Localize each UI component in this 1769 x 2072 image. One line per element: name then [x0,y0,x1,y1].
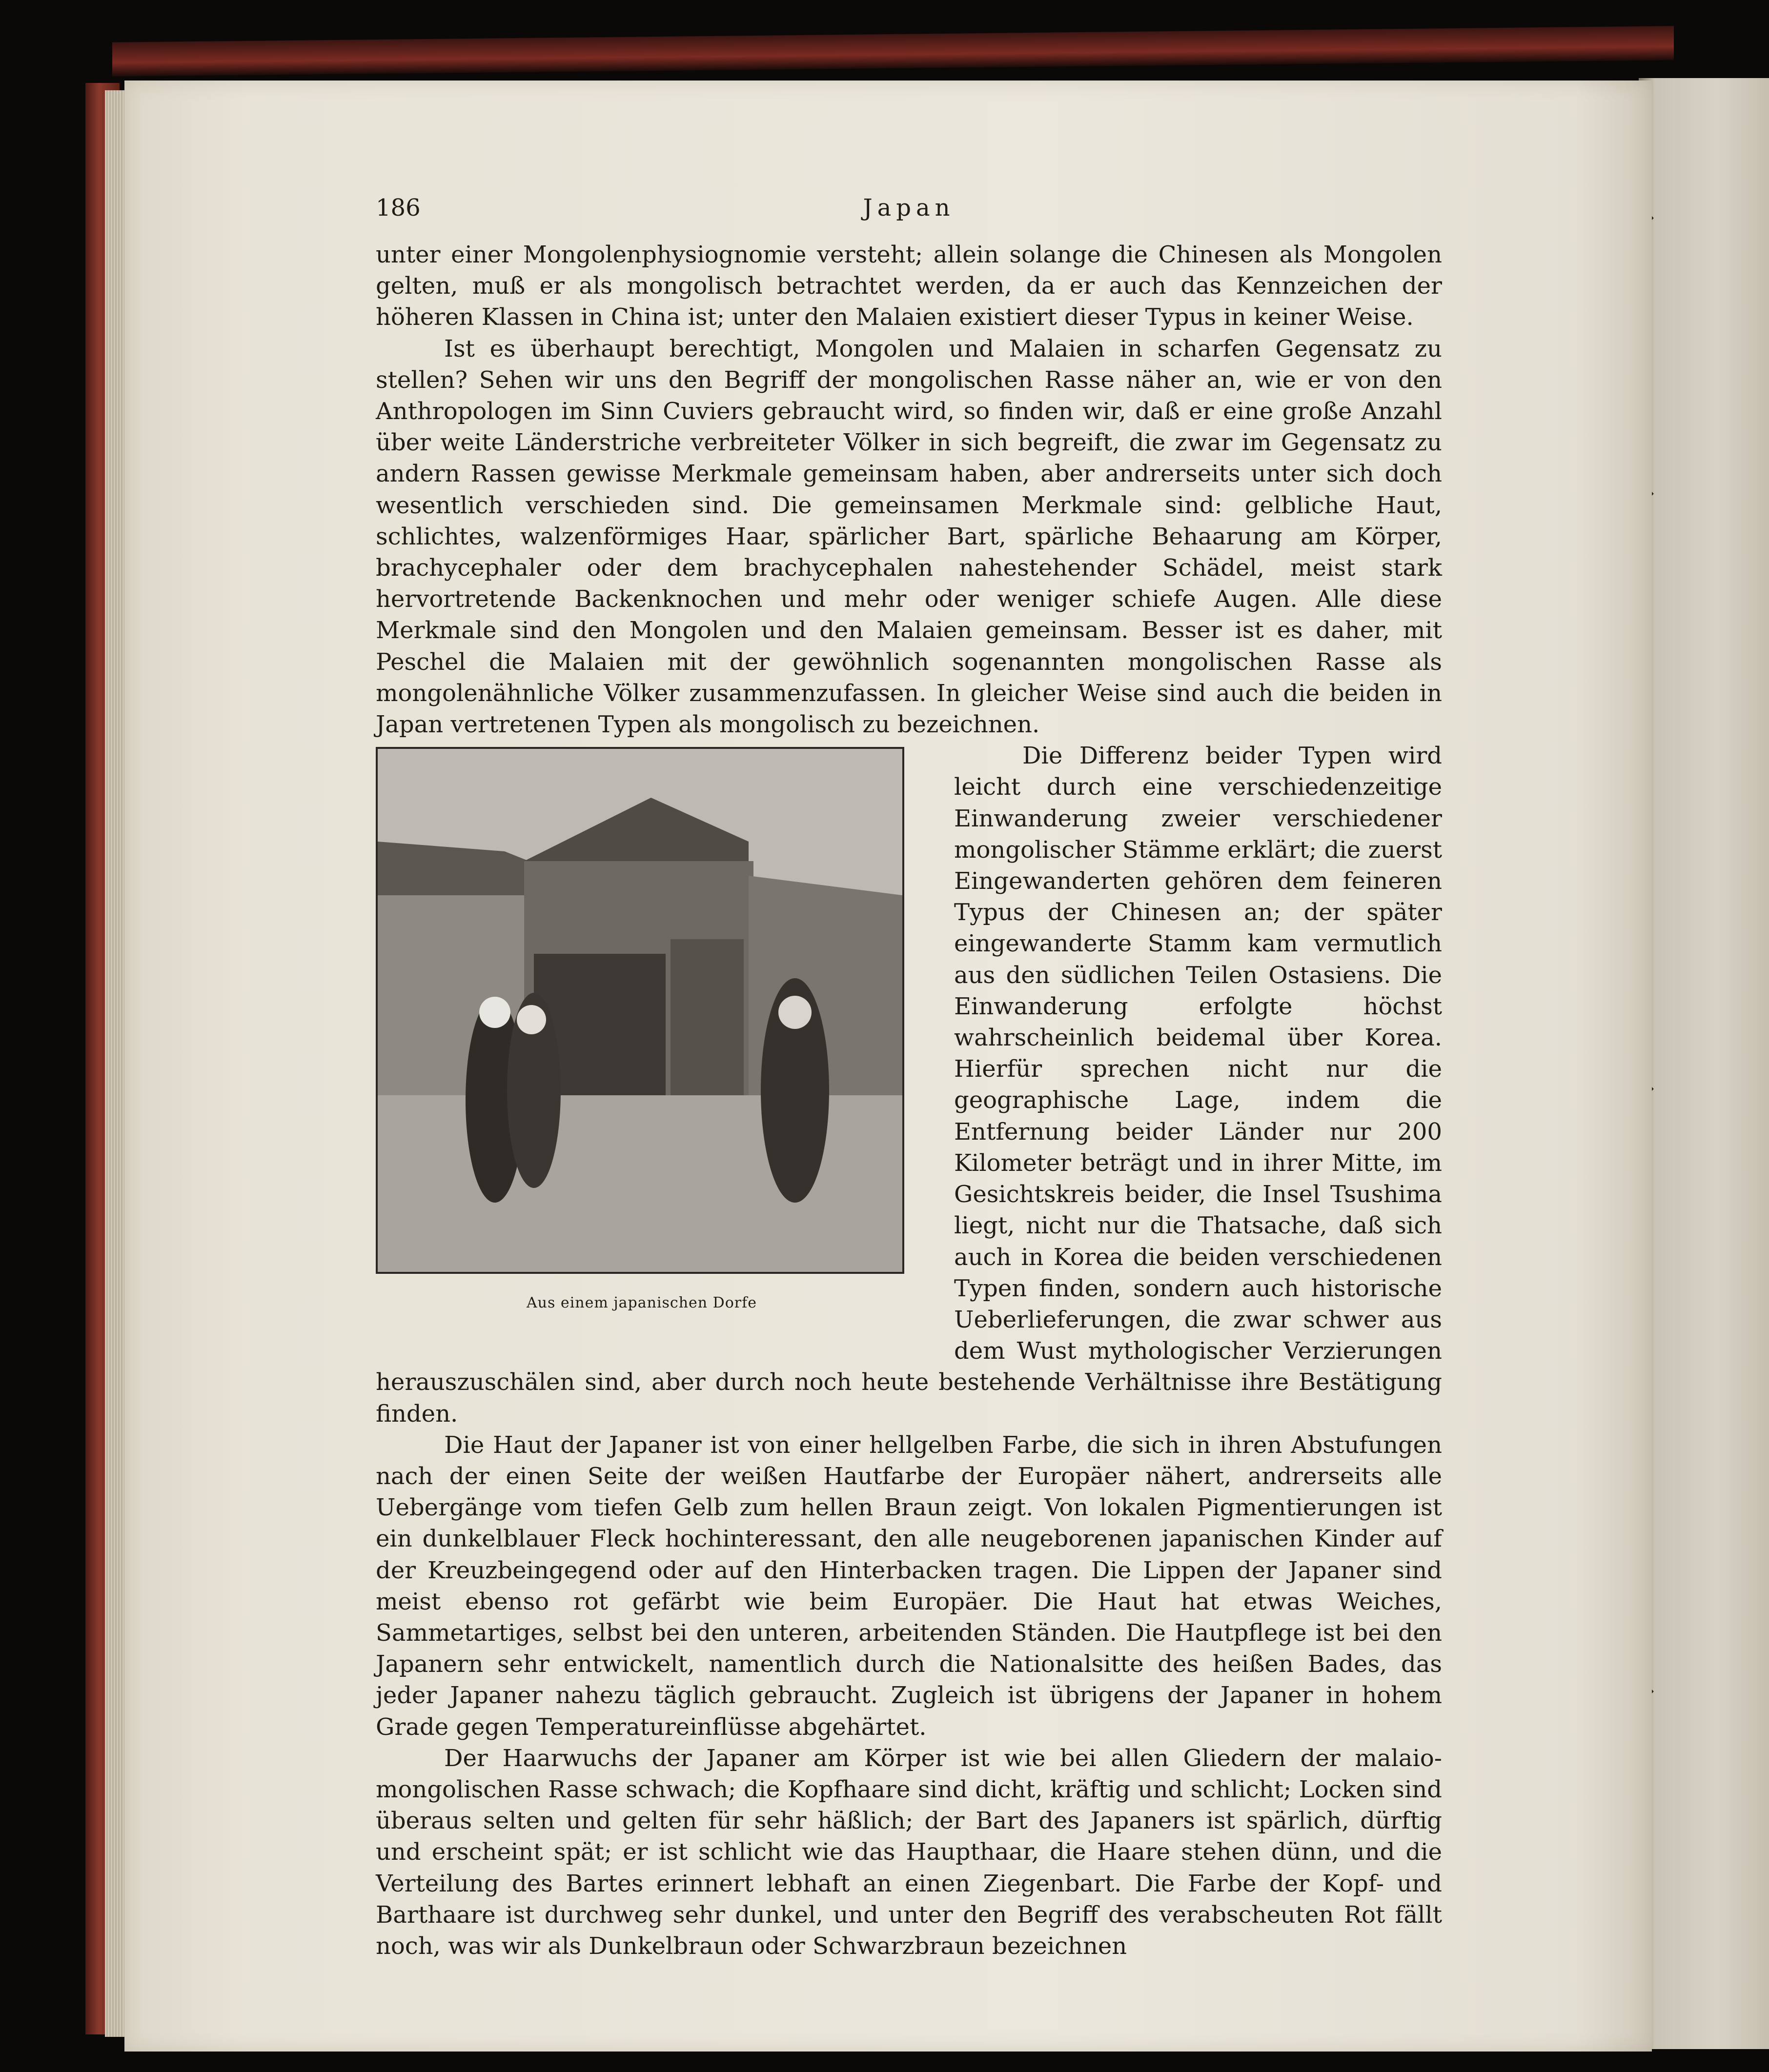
paragraph: Die Differenz beider Typen wird leicht durch eine verschiedenzeitige Einwanderung zweier verschiedener mongolischer Stämme erklärt; die zuerst Eingewanderten gehören dem feineren Typus der Chinesen an; der später eingewanderte Stamm kam vermutlich aus den südlichen Teilen Ostasiens. Die Einwanderung erfolgte höchst wahrscheinlich beidemal über Korea. Hierfür sprechen nicht nur die geographische Lage, indem die Entfernung beider Länder nur 200 Kilometer beträgt und in ihrer Mitte, im Gesichtskreis beider, die Insel Tsushima liegt, nicht nur die Thatsache, daß sich auch in Korea die beiden verschiedenen Typen finden, sondern auch historische Ueberlieferungen, die zwar schwer aus dem Wust mythologischer Verzierungen herauszuschälen sind, aber durch noch heute bestehende Verhältnisse ihre Bestätigung finden. [376,742,1442,1428]
figure [376,732,908,1337]
facing-page-edge [1639,78,1769,2049]
running-title: Japan [863,194,955,221]
paragraph-text: Ist es überhaupt berechtigt, Mongolen und Malaien in scharfen Gegensatz zu stellen? Sehen wir uns den Begriff der mongolischen Rasse näher an, wie er von den Anthropologen im Sinn Cuviers gebraucht wird, so finden wir, daß er eine große Anzahl über weite Länderstriche verbreiteter Völker in sich begreift, die zwar im Gegensatz zu andern Rassen gewisse Merkmale gemeinsam haben, aber andrerseits unter sich doch wesentlich verschieden sind. Die gemeinsamen Merkmale sind: gelbliche Haut, schlichtes, walzenförmiges Haar, spärlicher Bart, spärliche Behaarung am Körper, brachycephaler oder dem brachycephalen nahestehender Schädel, meist stark hervortretende Backenknochen und mehr oder weniger schiefe Augen. Alle diese Merkmale sind den Mongolen und den Malaien gemeinsam. Besser ist es daher, mit Peschel die Malaien mit der gewöhnlich sogenannten mongolischen Rasse als mongolenähnliche Völker zusammenzufassen. In gleicher Weise sind auch die beiden in Japan vertretenen Typen als mongolisch zu bezeichnen. [376,335,1442,739]
figure-caption: Aus einem japanischen Dorfe [527,1294,757,1312]
body-text [376,239,1442,1962]
paragraph: unter einer Mongolenphysiognomie versteht; allein solange die Chinesen als Mongolen gelten, muß er als mongolisch betrachtet werden, da er auch das Kennzeichen der höheren Klassen in China ist; unter den Malaien existiert dieser Typus in keiner Weise. [376,241,1442,331]
paragraph [376,333,1442,741]
village-photograph [376,747,904,1274]
paragraph: Die Haut der Japaner ist von einer hellgelben Farbe, die sich in ihren Abstufungen nach der einen Seite der weißen Hautfarbe der Europäer nähert, andrerseits alle Uebergänge vom tiefen Gelb zum hellen Braun zeigt. Von lokalen Pigmentierungen ist ein dunkelblauer Fleck hochinteressant, den alle neugeborenen japanischen Kinder auf der Kreuzbeingegend oder auf den Hinterbacken tragen. Die Lippen der Japaner sind meist ebenso rot gefärbt wie beim Europäer. Die Haut hat etwas Weiches, Sammetartiges, selbst bei den unteren, arbeitenden Ständen. Die Hautpflege ist bei den Japanern sehr entwickelt, namentlich durch die Nationalsitte des heißen Bades, das jeder Japaner nahezu täglich gebraucht. Zugleich ist übrigens der Japaner in hohem Grade gegen Temperatureinflüsse abgehärtet. [376,1431,1442,1741]
page-content [376,190,1442,1962]
paragraph: Der Haarwuchs der Japaner am Körper ist wie bei allen Gliedern der malaio-mongolischen Rasse schwach; die Kopfhaare sind dicht, kräftig und schlicht; Locken sind überaus selten und gelten für sehr häßlich; der Bart des Japaners ist spärlich, dürftig und erscheint spät; er ist schlicht wie das Haupthaar, die Haare stehen dünn, und die Verteilung des Bartes erinnert lebhaft an einen Ziegenbart. Die Farbe der Kopf- und Barthaare ist durchweg sehr dunkel, und unter den Begriff des verabscheuten Rot fällt noch, was wir als Dunkelbraun oder Schwarzbraun bezeichnen [376,1744,1442,1960]
page-number: 186 [376,194,421,221]
book-cover-edge [112,26,1674,77]
page-header [376,190,1442,239]
